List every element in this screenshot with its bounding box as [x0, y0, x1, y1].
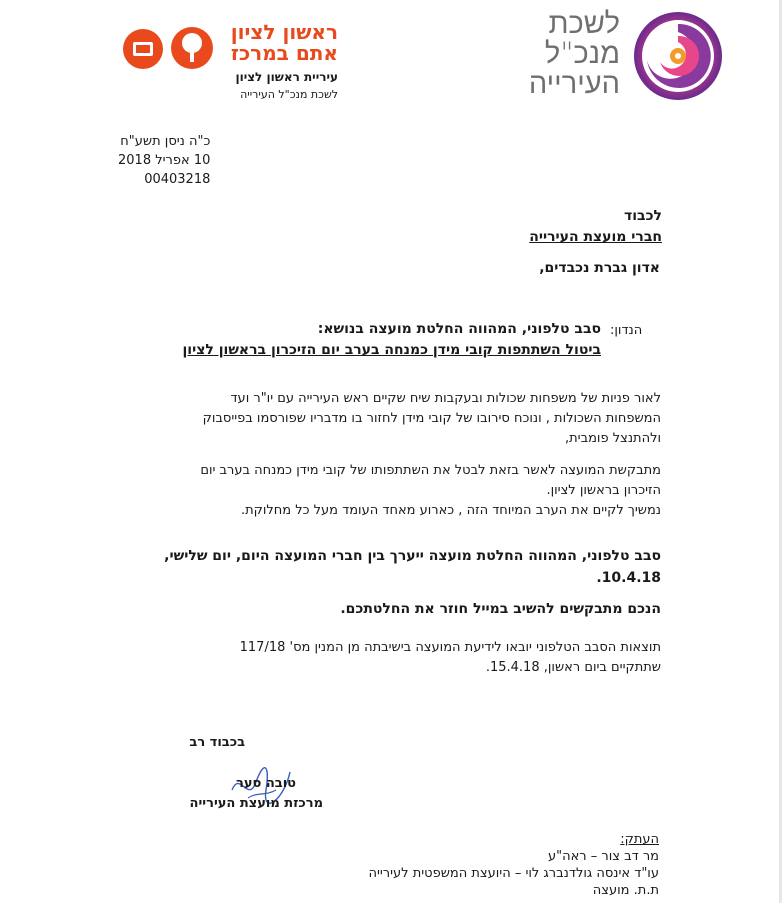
paragraph-line: לאור פניות של משפחות שכולות ובעקבות שיח שקיים ראש העירייה עם יו"ר ועד — [230, 391, 661, 406]
gregorian-date: 10 אפריל 2018 — [118, 153, 211, 168]
paragraph-line: הזיכרון בראשון לציון. — [546, 483, 661, 498]
copy-item: עו"ד אינסה גולדנברג לוי – היועצת המשפטית לעירייה — [368, 866, 659, 881]
paragraph-line: סבב טלפוני, המהווה החלטת מועצה ייערך בין חברי המועצה היום, יום שלישי, — [164, 548, 661, 564]
city-logo-line: ראשון לציון — [230, 20, 338, 44]
addressee: חברי מועצת העירייה — [529, 229, 662, 245]
paragraph: הנכם מתבקשים להשיב במייל חוזר את החלטתכם. — [340, 601, 661, 617]
office-logo — [528, 6, 770, 100]
reference-number: 00403218 — [144, 172, 211, 187]
paragraph-line: מתבקשת המועצה לאשר בזאת לבטל את השתתפותו של קובי מידן כמנחה בערב יום — [200, 463, 661, 478]
hebrew-date: כ"ה ניסן תשע"ח — [120, 134, 211, 149]
paragraph — [101, 638, 661, 678]
swirl-logo-icon — [630, 10, 726, 102]
city-logo-line: אתם במרכז — [230, 41, 338, 65]
subject-line: סבב טלפוני, המהווה החלטת מועצה בנושא: — [317, 321, 601, 337]
signer-name: טובה סער — [236, 776, 296, 791]
closing: בכבוד רב — [189, 735, 245, 750]
office-logo-text — [529, 8, 620, 98]
honorific: לכבוד — [624, 208, 662, 224]
copy-item: מר דב צור – ראה"ע — [547, 849, 659, 864]
subject-line: ביטול השתתפות קובי מידן כמנחה בערב יום הזיכרון בראשון לציון — [182, 342, 601, 358]
copy-item: ת.ת. מועצה — [592, 883, 659, 898]
date-block — [118, 132, 210, 189]
paragraph-line: המשפחות השכולות , ונוכח סירובו של קובי מידן לחזור בו מדבריו שפורסמו בפייסבוק — [202, 411, 661, 426]
office-name: לשכת מנכ"ל העירייה — [240, 88, 338, 101]
city-name: עיריית ראשון לציון — [235, 70, 338, 84]
city-emblem-icon — [122, 28, 164, 70]
city-logo — [118, 22, 338, 102]
paragraph — [101, 461, 661, 521]
copies-title: העתק: — [620, 832, 659, 847]
paragraph-line: נמשיך לקיים את הערב המיוחד הזה , כארוע מאחד העומד מעל כל מחלוקת. — [240, 503, 661, 518]
paragraph — [101, 389, 661, 449]
recipient-block — [529, 206, 662, 248]
city-logo-text — [231, 22, 338, 64]
greeting: אדון גברת נכבדים, — [539, 260, 660, 276]
paragraph-line: ולהתנצל פומבית, — [565, 431, 661, 446]
paragraph-line: 10.4.18. — [596, 570, 661, 586]
office-logo-line: מנכ"ל — [544, 36, 620, 70]
paragraph — [101, 545, 661, 589]
tree-emblem-icon — [170, 26, 214, 70]
subject — [182, 319, 601, 361]
office-logo-line: לשכת — [548, 6, 620, 40]
office-logo-line: העירייה — [528, 66, 620, 100]
paragraph-line: שתתקיים ביום ראשון, 15.4.18. — [485, 660, 661, 675]
signer-role: מרכזת מועצת העירייה — [189, 796, 323, 811]
subject-label: הנדון: — [610, 323, 643, 338]
paragraph-line: תוצאות הסבב הטלפוני יובאו לידיעת המועצה בישיבתה מן המנין מס' 117/18 — [239, 640, 661, 655]
